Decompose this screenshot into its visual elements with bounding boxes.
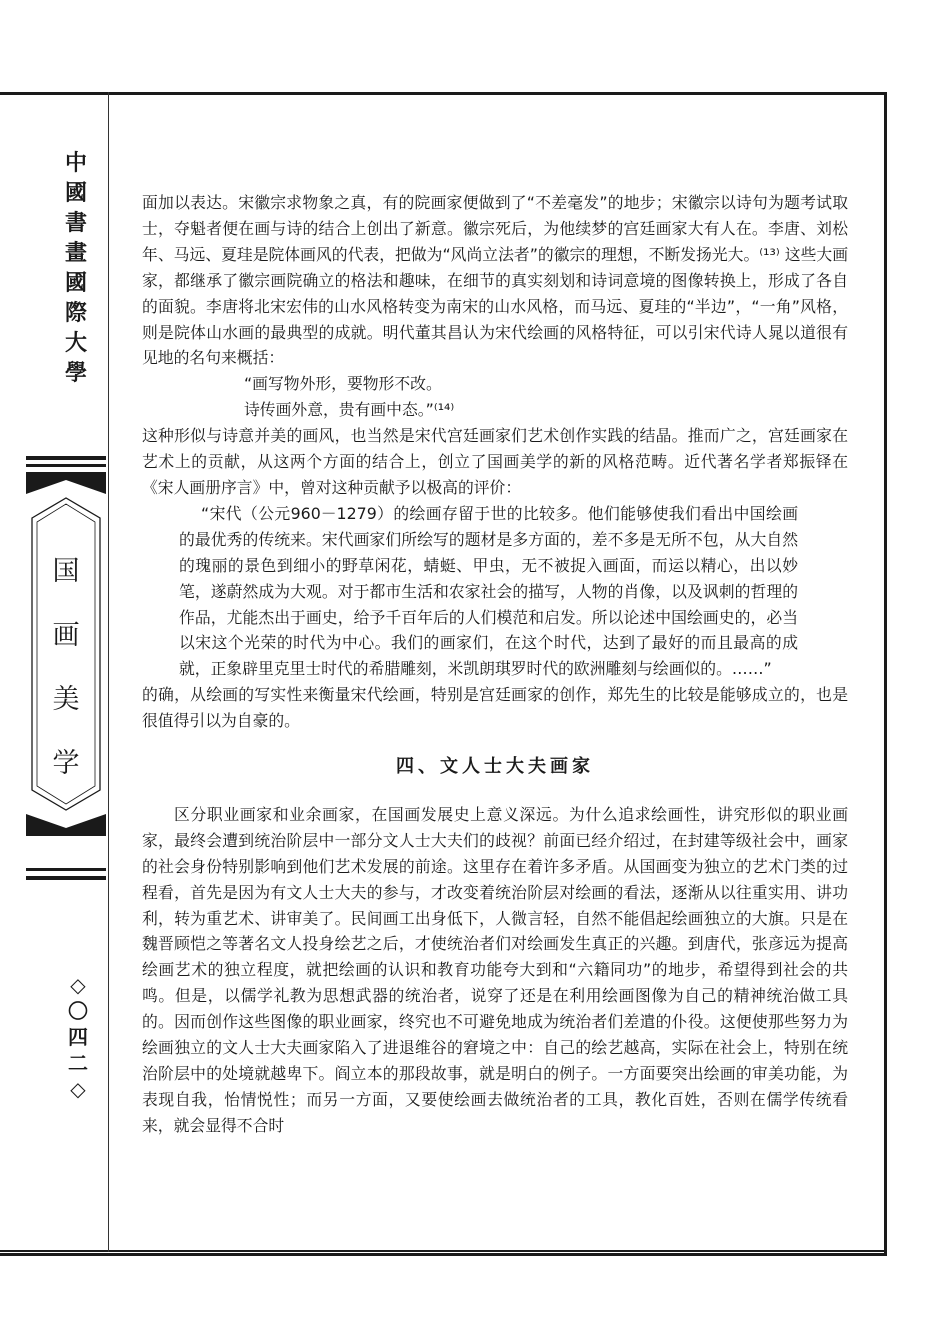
book-title-char: 美: [52, 684, 80, 715]
series-title-char: 國: [64, 270, 87, 296]
diamond-icon: ◇: [70, 1077, 86, 1101]
band-bottom-1: [26, 868, 106, 871]
page-number-char: 四: [68, 1025, 88, 1049]
book-title: [26, 540, 106, 796]
book-title-char: 学: [52, 748, 80, 779]
frame-shadow-right: [884, 96, 886, 1252]
page-number-char: 二: [68, 1051, 88, 1075]
paragraph: 这种形似与诗意并美的画风，也当然是宋代宫廷画家们艺术创作实践的结晶。推而广之，宫廷画家在艺术上的贡献，从这两个方面的结合上，创立了国画美学的新的风格范畴。近代著名学者郑振铎在《宋人画册序言》中，曾对这种贡献予以极高的评价：: [142, 426, 848, 497]
page-number: [60, 972, 96, 1102]
block-quote: “宋代（公元960－1279）的绘画存留于世的比较多。他们能够使我们看出中国绘画的最优秀的传统来。宋代画家们所绘写的题材是多方面的，差不多是无所不包，从大自然的瑰丽的景色到细小的野草闲花，蜻蜓、甲虫，无不被捉入画面，而运以精心，出以妙笔，遂蔚然成为大观。对于都市生活和农家社会的描写，人物的肖像，以及讽刺的哲理的作品，尤能杰出于画史，给予千百年后的人们模范和启发。所以论述中国绘画史的，必当以宋这个光荣的时代为中心。我们的画家们，在这个时代，达到了最好的而且最高的成就，正象辟里克里士时代的希腊雕刻，米凯朗琪罗时代的欧洲雕刻与绘画似的。……”: [179, 503, 798, 679]
paragraph: 区分职业画家和业余画家，在国画发展史上意义深远。为什么追求绘画性，讲究形似的职业画家，最终会遭到统治阶层中一部分文人士大夫们的歧视？前面已经介绍过，在封建等级社会中，画家的社会身份特别影响到他们艺术发展的前途。这里存在着许多矛盾。从国画变为独立的艺术门类的过程看，首先是因为有文人士大夫的参与，才改变着统治阶层对绘画的看法，逐渐从以往重实用、讲功利，转为重艺术、讲审美了。民间画工出身低下，人微言轻，自然不能倡起绘画独立的大旗。只是在魏晋顾恺之等著名文人投身绘艺之后，才使统治者们对绘画发生真正的兴趣。到唐代，张彦远为提高绘画艺术的独立程度，就把绘画的认识和教育功能夸大到和“六籍同功”的地步，希望得到社会的共鸣。但是，以儒学礼教为思想武器的统治者，说穿了还是在利用绘画图像为自己的精神统治做工具的。因而创作这些图像的职业画家，终究也不可避免地成为统治者们差遣的仆役。这便使那些努力为绘画独立的文人士大夫画家陷入了进退维谷的窘境之中：自己的绘艺越高，实际在社会上，特别在统治阶层中的处境就越卑下。阎立本的那段故事，就是明白的例子。一方面要突出绘画的审美功能，为表现自我，怡情悦性；而另一方面，又要使绘画去做统治者的工具，教化百姓，否则在儒学传统看来，就会显得不合时: [142, 804, 848, 1135]
diamond-icon: ◇: [70, 973, 86, 997]
paragraph: 的确，从绘画的写实性来衡量宋代绘画，特别是宫廷画家的创作，郑先生的比较是能够成立的，也是很值得引以为自豪的。: [142, 685, 848, 731]
book-title-char: 国: [52, 556, 80, 587]
series-title: [56, 148, 96, 388]
series-title-char: 畫: [64, 240, 87, 266]
section-heading: 四、文人士大夫画家: [396, 756, 594, 778]
paragraph: 面加以表达。宋徽宗求物象之真，有的院画家便做到了“不差毫发”的地步；宋徽宗以诗句为题考试取士，夺魁者便在画与诗的结合上创出了新意。徽宗死后，为他续梦的宫廷画家大有人在。李唐、刘松年、马远、夏珪是院体画风的代表，把做为“风尚立法者”的徽宗的理想，不断发扬光大。⁽¹³⁾ 这些大画家，都继承了徽宗画院确立的格法和趣味，在细节的真实刻划和诗词意境的图像转换上，形成了各自的面貌。李唐将北宋宏伟的山水风格转变为南宋的山水风格，而马远、夏珪的“半边”，“一角”风格，则是院体山水画的最典型的成就。明代董其昌认为宋代绘画的风格特征，可以引宋代诗人晁以道很有见地的名句来概括：: [142, 193, 848, 368]
series-title-char: 書: [64, 210, 87, 236]
page-number-char: 〇: [68, 999, 88, 1023]
frame-shadow-bottom: [0, 1250, 887, 1252]
poem-line: 诗传画外意，贵有画中态。”⁽¹⁴⁾: [244, 400, 455, 420]
sidebar-divider: [108, 92, 109, 1252]
series-title-char: 際: [64, 300, 87, 326]
series-title-char: 國: [64, 180, 87, 206]
band-top-2: [26, 464, 106, 467]
book-title-char: 画: [52, 620, 80, 651]
series-title-char: 大: [64, 330, 87, 356]
band-top-1: [26, 456, 106, 460]
series-title-char: 中: [64, 150, 87, 176]
body-text: [142, 190, 848, 1139]
band-bottom-2: [26, 876, 106, 880]
poem-line: “画写物外形，要物形不改。: [244, 374, 442, 394]
series-title-char: 學: [64, 360, 87, 386]
